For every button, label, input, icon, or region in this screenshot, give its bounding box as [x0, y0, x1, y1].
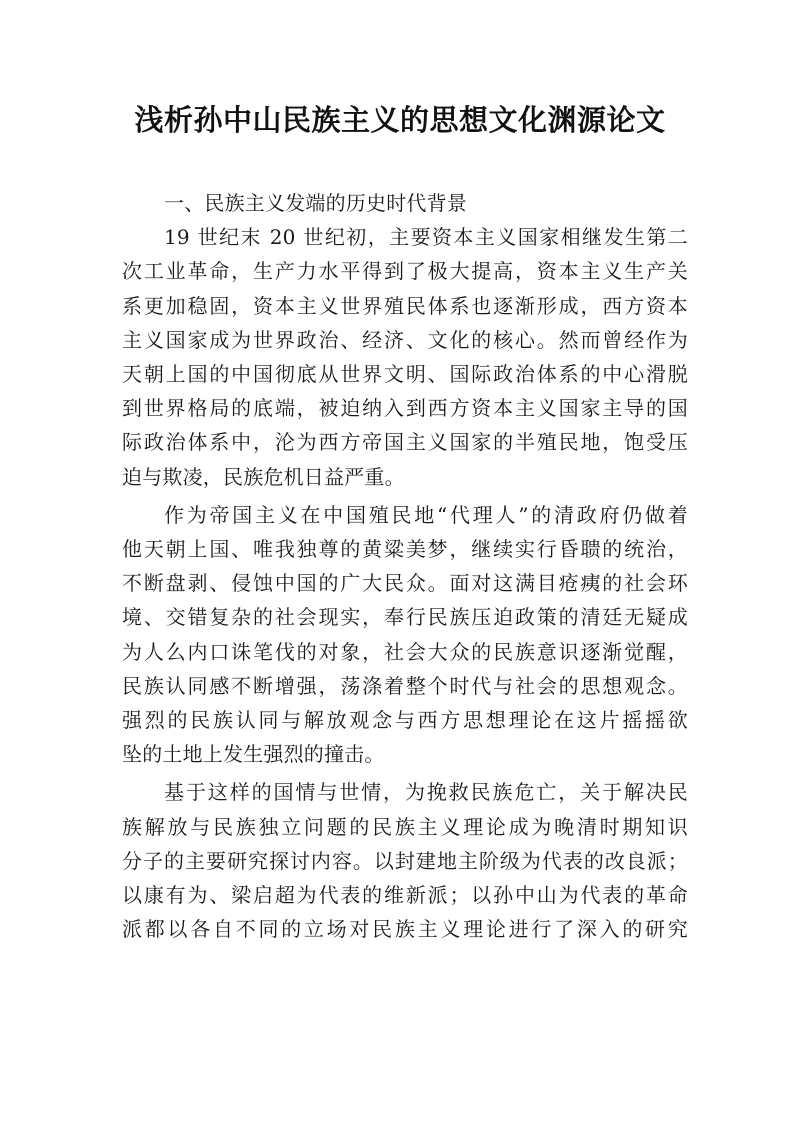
paragraph-line: 分子的主要研究探讨内容。以封建地主阶级为代表的改良派； [122, 848, 688, 873]
paragraph-line: 主义国家成为世界政治、经济、文化的核心。然而曾经作为 [122, 327, 688, 352]
document-body [122, 186, 688, 946]
paragraph-line: 坠的土地上发生强烈的撞击。 [122, 742, 385, 767]
paragraph-line: 派都以各自不同的立场对民族主义理论进行了深入的研究 [122, 917, 688, 942]
paragraph-line: 为人么内口诛笔伐的对象，社会大众的民族意识逐渐觉醒， [122, 639, 688, 664]
paragraph-line: 以康有为、梁启超为代表的维新派；以孙中山为代表的革命 [122, 883, 688, 908]
paragraph-line: 迫与欺凌，民族危机日益严重。 [122, 464, 405, 489]
paragraph-line: 19 世纪末 20 世纪初，主要资本主义国家相继发生第二 [164, 225, 688, 250]
paragraph-line: 次工业革命，生产力水平得到了极大提高，资本主义生产关 [122, 259, 688, 284]
document-title: 浅析孙中山民族主义的思想文化渊源论文 [134, 103, 666, 137]
paragraph-line: 他天朝上国、唯我独尊的黄粱美梦，继续实行昏聩的统治， [122, 537, 688, 562]
paragraph-line: 族解放与民族独立问题的民族主义理论成为晚清时期知识 [122, 814, 688, 839]
paragraph-1 [122, 220, 688, 494]
paragraph-line: 天朝上国的中国彻底从世界文明、国际政治体系的中心滑脱 [122, 362, 688, 387]
paragraph-line: 际政治体系中，沦为西方帝国主义国家的半殖民地，饱受压 [122, 430, 688, 455]
paragraph-line: 系更加稳固，资本主义世界殖民体系也逐渐形成，西方资本 [122, 293, 688, 318]
paragraph-line: 作为帝国主义在中国殖民地“代理人”的清政府仍做着 [164, 502, 688, 527]
section-heading: 一、民族主义发端的历史时代背景 [164, 191, 467, 215]
paragraph-2 [122, 498, 688, 772]
paragraph-line: 强烈的民族认同与解放观念与西方思想理论在这片摇摇欲 [122, 708, 688, 733]
paragraph-line: 境、交错复杂的社会现实，奉行民族压迫政策的清廷无疑成 [122, 605, 688, 630]
paragraph-line: 基于这样的国情与世情，为挽救民族危亡，关于解决民 [164, 780, 688, 805]
paragraph-line: 民族认同感不断增强，荡涤着整个时代与社会的思想观念。 [122, 673, 688, 698]
paragraph-line: 不断盘剥、侵蚀中国的广大民众。面对这满目疮痍的社会环 [122, 571, 688, 596]
paragraph-line: 到世界格局的底端，被迫纳入到西方资本主义国家主导的国 [122, 396, 688, 421]
paragraph-3 [122, 775, 688, 946]
